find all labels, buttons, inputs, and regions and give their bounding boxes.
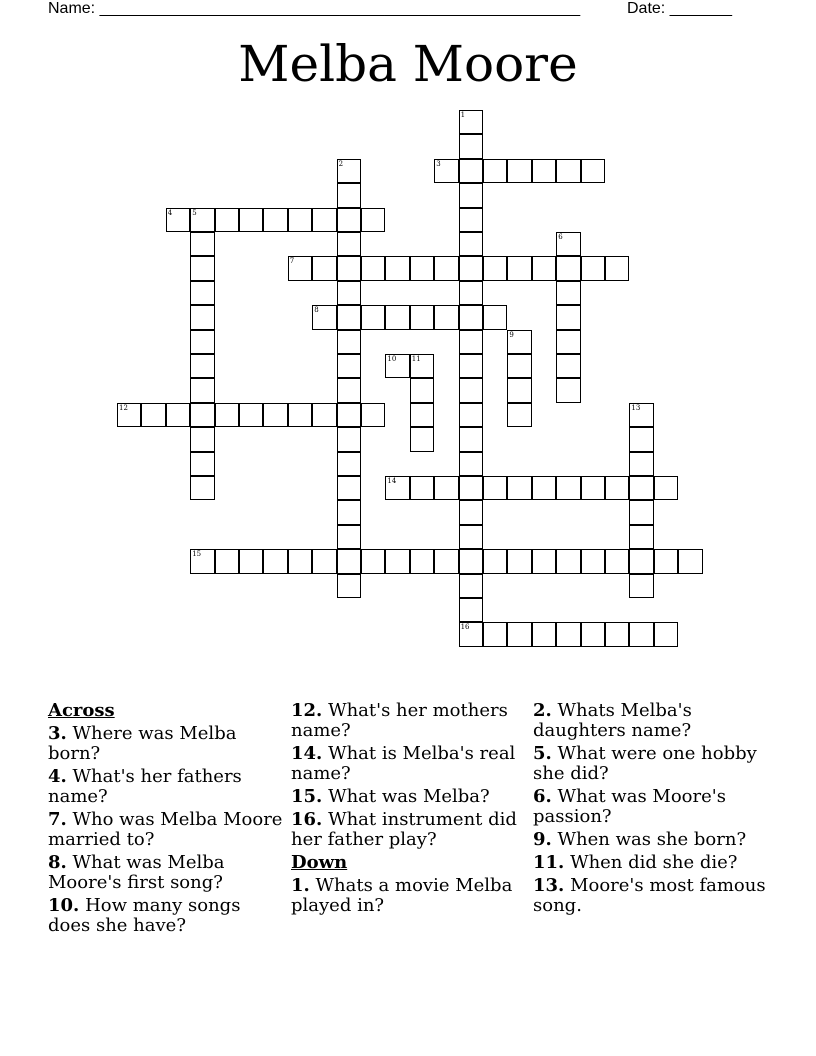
grid-cell[interactable] bbox=[556, 305, 580, 329]
grid-cell[interactable] bbox=[629, 500, 653, 524]
grid-cell[interactable] bbox=[190, 549, 214, 573]
grid-cell[interactable] bbox=[581, 622, 605, 646]
grid-cell[interactable] bbox=[459, 256, 483, 280]
grid-cell[interactable] bbox=[459, 525, 483, 549]
grid-cell[interactable] bbox=[507, 403, 531, 427]
grid-cell[interactable] bbox=[190, 452, 214, 476]
grid-cell[interactable] bbox=[337, 452, 361, 476]
grid-cell[interactable] bbox=[629, 622, 653, 646]
grid-cell[interactable] bbox=[263, 403, 287, 427]
grid-cell[interactable] bbox=[459, 378, 483, 402]
grid-cell[interactable] bbox=[190, 403, 214, 427]
grid-cell[interactable] bbox=[410, 427, 434, 451]
grid-cell[interactable] bbox=[605, 549, 629, 573]
grid-cell[interactable] bbox=[507, 622, 531, 646]
grid-cell[interactable] bbox=[556, 354, 580, 378]
clue-text: Where was Melba born? bbox=[48, 723, 237, 764]
grid-cell[interactable] bbox=[385, 256, 409, 280]
grid-cell[interactable] bbox=[556, 476, 580, 500]
grid-cell[interactable] bbox=[459, 452, 483, 476]
grid-cell[interactable] bbox=[556, 281, 580, 305]
grid-cell[interactable] bbox=[288, 549, 312, 573]
grid-cell[interactable] bbox=[434, 256, 458, 280]
grid-cell[interactable] bbox=[532, 159, 556, 183]
grid-cell[interactable] bbox=[556, 330, 580, 354]
grid-cell[interactable] bbox=[312, 256, 336, 280]
grid-cell[interactable] bbox=[654, 549, 678, 573]
clue-down-1 bbox=[291, 876, 531, 916]
grid-cell[interactable] bbox=[434, 549, 458, 573]
grid-cell[interactable] bbox=[385, 354, 409, 378]
grid-cell[interactable] bbox=[361, 305, 385, 329]
grid-cell[interactable] bbox=[605, 476, 629, 500]
grid-cell[interactable] bbox=[459, 598, 483, 622]
grid-cell[interactable] bbox=[459, 427, 483, 451]
grid-cell[interactable] bbox=[337, 159, 361, 183]
grid-cell[interactable] bbox=[459, 159, 483, 183]
clue-across-16 bbox=[291, 810, 531, 850]
across-heading: Across bbox=[48, 700, 115, 721]
grid-cell[interactable] bbox=[337, 549, 361, 573]
clue-text: What is Melba's real name? bbox=[291, 743, 516, 784]
grid-cell[interactable] bbox=[361, 208, 385, 232]
clue-text: Whats a movie Melba played in? bbox=[291, 875, 513, 916]
grid-cell[interactable] bbox=[654, 476, 678, 500]
cell-number: 3 bbox=[436, 159, 441, 168]
cell-number: 2 bbox=[338, 159, 344, 168]
grid-cell[interactable] bbox=[263, 208, 287, 232]
grid-cell[interactable] bbox=[215, 549, 239, 573]
name-field-line: Name: ______________________________________________________ bbox=[48, 0, 581, 17]
cell-number: 9 bbox=[509, 330, 514, 339]
clue-across-12 bbox=[291, 701, 531, 741]
grid-cell[interactable] bbox=[337, 354, 361, 378]
grid-cell[interactable] bbox=[459, 574, 483, 598]
clue-down-6 bbox=[533, 787, 773, 827]
grid-cell[interactable] bbox=[459, 622, 483, 646]
grid-cell[interactable] bbox=[190, 256, 214, 280]
grid-cell[interactable] bbox=[605, 256, 629, 280]
grid-cell[interactable] bbox=[410, 403, 434, 427]
clue-text: When was she born? bbox=[557, 829, 747, 850]
clues-column-3 bbox=[533, 701, 773, 919]
grid-cell[interactable] bbox=[507, 256, 531, 280]
clue-text: Moore's most famous song. bbox=[533, 875, 766, 916]
grid-cell[interactable] bbox=[434, 476, 458, 500]
grid-cell[interactable] bbox=[459, 476, 483, 500]
grid-cell[interactable] bbox=[337, 427, 361, 451]
grid-cell[interactable] bbox=[410, 354, 434, 378]
grid-cell[interactable] bbox=[556, 549, 580, 573]
grid-cell[interactable] bbox=[385, 305, 409, 329]
cell-number: 7 bbox=[289, 257, 295, 266]
cell-number: 13 bbox=[631, 403, 641, 412]
grid-cell[interactable] bbox=[190, 427, 214, 451]
grid-cell[interactable] bbox=[337, 281, 361, 305]
grid-cell[interactable] bbox=[385, 476, 409, 500]
clue-number: 13. bbox=[533, 875, 565, 896]
grid-cell[interactable] bbox=[337, 208, 361, 232]
cell-number: 6 bbox=[558, 233, 563, 241]
clue-text: What was Moore's passion? bbox=[533, 786, 726, 827]
grid-cell[interactable] bbox=[629, 574, 653, 598]
grid-cell[interactable] bbox=[434, 305, 458, 329]
grid-cell[interactable] bbox=[483, 305, 507, 329]
grid-cell[interactable] bbox=[312, 305, 336, 329]
clue-down-2 bbox=[533, 701, 773, 741]
grid-cell[interactable] bbox=[190, 330, 214, 354]
cell-number: 4 bbox=[167, 208, 173, 217]
grid-cell[interactable] bbox=[532, 256, 556, 280]
clue-number: 5. bbox=[533, 743, 552, 764]
clue-text: What were one hobby she did? bbox=[533, 743, 757, 784]
grid-cell[interactable] bbox=[654, 622, 678, 646]
grid-cell[interactable] bbox=[507, 330, 531, 354]
grid-cell[interactable] bbox=[507, 549, 531, 573]
grid-cell[interactable] bbox=[190, 208, 214, 232]
grid-cell[interactable] bbox=[532, 549, 556, 573]
grid-cell[interactable] bbox=[215, 208, 239, 232]
grid-cell[interactable] bbox=[337, 525, 361, 549]
grid-cell[interactable] bbox=[459, 232, 483, 256]
grid-cell[interactable] bbox=[629, 549, 653, 573]
grid-cell[interactable] bbox=[288, 403, 312, 427]
clue-down-13 bbox=[533, 876, 773, 916]
clue-text: How many songs does she have? bbox=[48, 895, 241, 936]
grid-cell[interactable] bbox=[190, 281, 214, 305]
clue-across-10 bbox=[48, 896, 288, 936]
grid-cell[interactable] bbox=[459, 110, 483, 134]
clue-down-5 bbox=[533, 744, 773, 784]
grid-cell[interactable] bbox=[434, 159, 458, 183]
grid-cell[interactable] bbox=[532, 622, 556, 646]
grid-cell[interactable] bbox=[459, 208, 483, 232]
grid-cell[interactable] bbox=[410, 305, 434, 329]
grid-cell[interactable] bbox=[459, 403, 483, 427]
grid-cell[interactable] bbox=[629, 525, 653, 549]
grid-cell[interactable] bbox=[166, 208, 190, 232]
cell-number: 11 bbox=[411, 355, 421, 363]
clue-text: When did she die? bbox=[570, 852, 738, 873]
grid-cell[interactable] bbox=[507, 476, 531, 500]
grid-cell[interactable] bbox=[141, 403, 165, 427]
grid-cell[interactable] bbox=[190, 354, 214, 378]
cell-number: 16 bbox=[460, 623, 470, 632]
clue-text: What was Melba Moore's first song? bbox=[48, 852, 225, 893]
grid-cell[interactable] bbox=[581, 549, 605, 573]
grid-cell[interactable] bbox=[239, 549, 263, 573]
clue-down-11 bbox=[533, 853, 773, 873]
down-heading: Down bbox=[291, 852, 348, 873]
grid-cell[interactable] bbox=[483, 622, 507, 646]
grid-cell[interactable] bbox=[581, 476, 605, 500]
date-field-line: Date: _______ bbox=[627, 0, 732, 17]
grid-cell[interactable] bbox=[483, 159, 507, 183]
grid-cell[interactable] bbox=[288, 256, 312, 280]
clue-across-8 bbox=[48, 853, 288, 893]
grid-cell[interactable] bbox=[239, 403, 263, 427]
cell-number: 15 bbox=[192, 550, 202, 559]
grid-cell[interactable] bbox=[629, 476, 653, 500]
grid-cell[interactable] bbox=[459, 354, 483, 378]
cell-number: 14 bbox=[387, 477, 397, 485]
clue-number: 4. bbox=[48, 766, 67, 787]
clue-number: 6. bbox=[533, 786, 552, 807]
grid-cell[interactable] bbox=[459, 134, 483, 158]
grid-cell[interactable] bbox=[483, 549, 507, 573]
grid-cell[interactable] bbox=[117, 403, 141, 427]
grid-cell[interactable] bbox=[166, 403, 190, 427]
grid-cell[interactable] bbox=[459, 281, 483, 305]
grid-cell[interactable] bbox=[312, 549, 336, 573]
clues-column-2 bbox=[291, 701, 531, 919]
clue-across-4 bbox=[48, 767, 288, 807]
clue-number: 8. bbox=[48, 852, 67, 873]
grid-cell[interactable] bbox=[629, 403, 653, 427]
grid-cell[interactable] bbox=[483, 476, 507, 500]
grid-cell[interactable] bbox=[288, 208, 312, 232]
grid-cell[interactable] bbox=[678, 549, 702, 573]
clue-number: 3. bbox=[48, 723, 67, 744]
grid-cell[interactable] bbox=[410, 549, 434, 573]
clue-text: What's her mothers name? bbox=[291, 700, 508, 741]
grid-cell[interactable] bbox=[190, 378, 214, 402]
grid-cell[interactable] bbox=[190, 305, 214, 329]
grid-cell[interactable] bbox=[507, 354, 531, 378]
clue-text: What instrument did her father play? bbox=[291, 809, 517, 850]
page-title: Melba Moore bbox=[238, 35, 578, 93]
grid-cell[interactable] bbox=[556, 622, 580, 646]
clue-number: 7. bbox=[48, 809, 67, 830]
grid-cell[interactable] bbox=[483, 256, 507, 280]
grid-cell[interactable] bbox=[239, 208, 263, 232]
grid-cell[interactable] bbox=[556, 378, 580, 402]
grid-cell[interactable] bbox=[337, 476, 361, 500]
grid-cell[interactable] bbox=[532, 476, 556, 500]
grid-cell[interactable] bbox=[410, 476, 434, 500]
cell-number: 5 bbox=[192, 208, 197, 217]
clue-down-9 bbox=[533, 830, 773, 850]
clue-across-7 bbox=[48, 810, 288, 850]
grid-cell[interactable] bbox=[361, 256, 385, 280]
grid-cell[interactable] bbox=[459, 183, 483, 207]
grid-cell[interactable] bbox=[459, 549, 483, 573]
grid-cell[interactable] bbox=[215, 403, 239, 427]
grid-cell[interactable] bbox=[556, 232, 580, 256]
grid-cell[interactable] bbox=[459, 330, 483, 354]
grid-cell[interactable] bbox=[312, 208, 336, 232]
cell-number: 8 bbox=[314, 306, 319, 315]
grid-cell[interactable] bbox=[507, 159, 531, 183]
grid-cell[interactable] bbox=[190, 476, 214, 500]
clue-text: What was Melba? bbox=[328, 786, 490, 807]
clue-number: 1. bbox=[291, 875, 310, 896]
grid-cell[interactable] bbox=[337, 500, 361, 524]
grid-cell[interactable] bbox=[385, 549, 409, 573]
grid-cell[interactable] bbox=[459, 500, 483, 524]
grid-cell[interactable] bbox=[629, 427, 653, 451]
grid-cell[interactable] bbox=[605, 622, 629, 646]
grid-cell[interactable] bbox=[337, 232, 361, 256]
clue-number: 9. bbox=[533, 829, 552, 850]
cell-number: 1 bbox=[460, 111, 466, 119]
grid-cell[interactable] bbox=[337, 574, 361, 598]
grid-cell[interactable] bbox=[581, 256, 605, 280]
grid-cell[interactable] bbox=[337, 305, 361, 329]
grid-cell[interactable] bbox=[507, 378, 531, 402]
clue-number: 12. bbox=[291, 700, 323, 721]
grid-cell[interactable] bbox=[629, 452, 653, 476]
grid-cell[interactable] bbox=[410, 256, 434, 280]
grid-cell[interactable] bbox=[459, 305, 483, 329]
cell-number: 12 bbox=[119, 403, 128, 412]
grid-cell[interactable] bbox=[556, 159, 580, 183]
clue-text: Who was Melba Moore married to? bbox=[48, 809, 283, 850]
clue-text: What's her fathers name? bbox=[48, 766, 242, 807]
grid-cell[interactable] bbox=[312, 403, 336, 427]
clues-column-1 bbox=[48, 701, 288, 939]
grid-cell[interactable] bbox=[361, 403, 385, 427]
clue-text: Whats Melba's daughters name? bbox=[533, 700, 692, 741]
grid-cell[interactable] bbox=[581, 159, 605, 183]
clue-number: 14. bbox=[291, 743, 323, 764]
grid-cell[interactable] bbox=[337, 378, 361, 402]
clue-number: 10. bbox=[48, 895, 80, 916]
grid-cell[interactable] bbox=[263, 549, 287, 573]
clue-number: 15. bbox=[291, 786, 323, 807]
grid-cell[interactable] bbox=[337, 256, 361, 280]
grid-cell[interactable] bbox=[337, 330, 361, 354]
grid-cell[interactable] bbox=[361, 549, 385, 573]
clue-number: 2. bbox=[533, 700, 552, 721]
clue-number: 11. bbox=[533, 852, 565, 873]
grid-cell[interactable] bbox=[337, 183, 361, 207]
grid-cell[interactable] bbox=[190, 232, 214, 256]
clue-across-14 bbox=[291, 744, 531, 784]
cell-number: 10 bbox=[387, 355, 397, 363]
clue-number: 16. bbox=[291, 809, 323, 830]
clue-across-15 bbox=[291, 787, 531, 807]
clue-across-3 bbox=[48, 724, 288, 764]
grid-cell[interactable] bbox=[410, 378, 434, 402]
grid-cell[interactable] bbox=[337, 403, 361, 427]
grid-cell[interactable] bbox=[556, 256, 580, 280]
